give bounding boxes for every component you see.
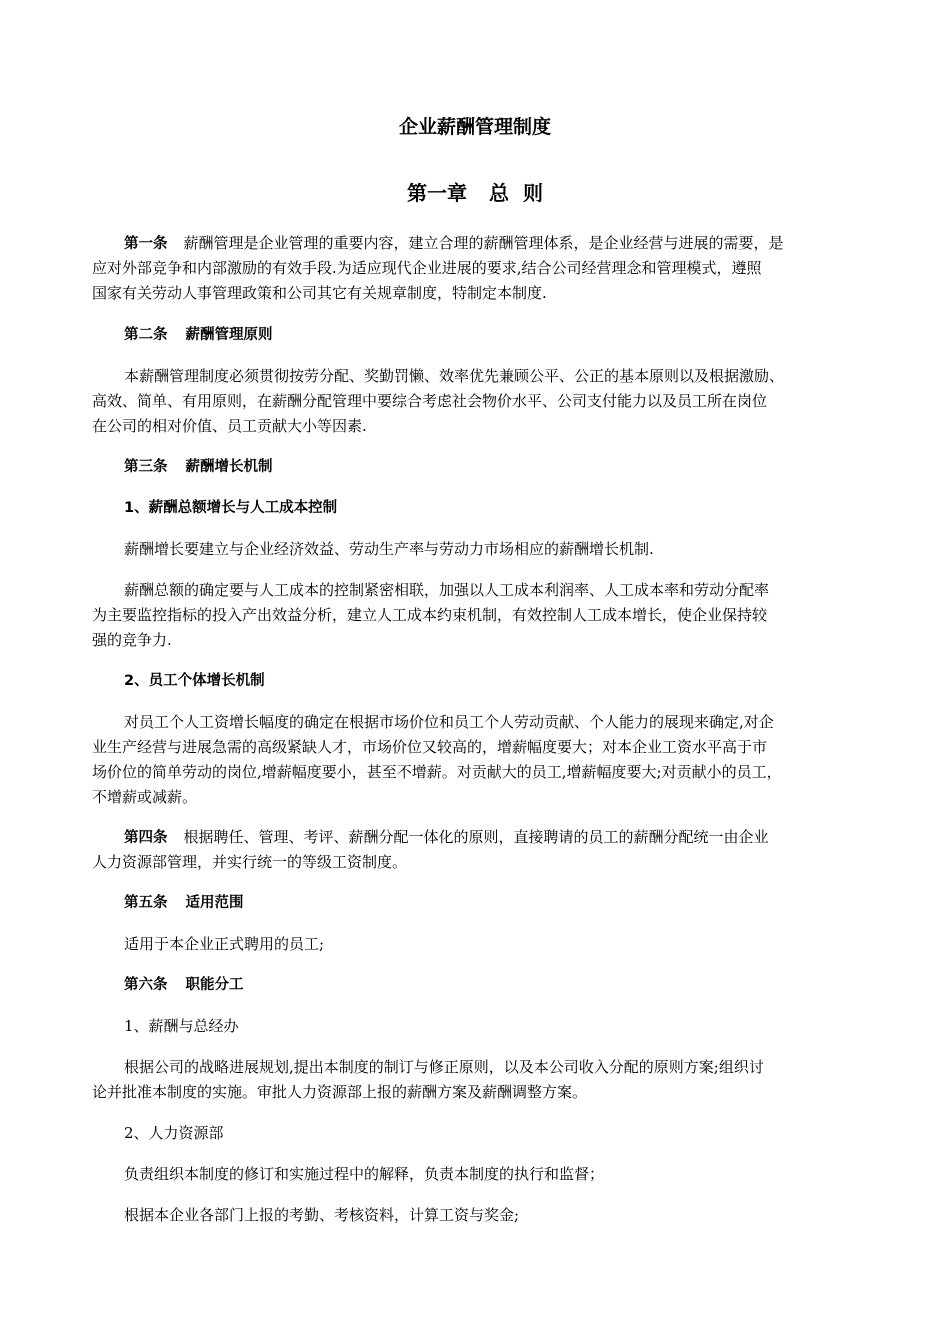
article-1-label: 第一条 bbox=[124, 236, 168, 252]
article-3-line: 业生产经营与进展急需的高级紧缺人才，市场价位又较高的，增薪幅度要大；对本企业工资水平高于市 bbox=[92, 738, 768, 756]
article-2-line: 在公司的相对价值、员工贡献大小等因素. bbox=[92, 417, 367, 435]
article-5-text: 适用于本企业正式聘用的员工; bbox=[124, 935, 325, 953]
article-4-label: 第四条 bbox=[124, 830, 168, 846]
article-6-label: 第六条 bbox=[124, 977, 168, 993]
chapter-name: 总 则 bbox=[489, 181, 543, 205]
article-3-line: 为主要监控指标的投入产出效益分析，建立人工成本约束机制，有效控制人工成本增长，使企业保持较 bbox=[92, 606, 768, 624]
article-3-heading bbox=[124, 455, 273, 480]
article-5-title: 适用范围 bbox=[185, 895, 244, 911]
article-2-body bbox=[92, 364, 862, 439]
article-6-heading bbox=[124, 973, 244, 998]
article-6-sub2-paragraph-1: 负责组织本制度的修订和实施过程中的解释，负责本制度的执行和监督； bbox=[124, 1165, 605, 1183]
article-4-line: 根据聘任、管理、考评、薪酬分配一体化的原则，直接聘请的员工的薪酬分配统一由企业 bbox=[183, 828, 769, 846]
article-3-line: 强的竞争力. bbox=[92, 631, 172, 649]
article-3-sub2-heading: 2、员工个体增长机制 bbox=[124, 673, 265, 689]
article-3-sub2-body bbox=[92, 710, 862, 810]
article-6-sub2-paragraph-2: 根据本企业各部门上报的考勤、考核资料，计算工资与奖金; bbox=[124, 1206, 520, 1224]
article-2-line: 本薪酬管理制度必须贯彻按劳分配、奖勤罚懒、效率优先兼顾公平、公正的基本原则以及根据激励、 bbox=[124, 367, 785, 385]
document-title: 企业薪酬管理制度 bbox=[398, 116, 551, 138]
article-3-label: 第三条 bbox=[124, 459, 168, 475]
article-3-line: 不增薪或减薪。 bbox=[92, 788, 198, 806]
article-5-label: 第五条 bbox=[124, 895, 168, 911]
article-3-line: 对员工个人工资增长幅度的确定在根据市场价位和员工个人劳动贡献、个人能力的展现来确定,对企 bbox=[124, 713, 774, 731]
article-1-line: 薪酬管理是企业管理的重要内容，建立合理的薪酬管理体系，是企业经营与进展的需要，是 bbox=[183, 234, 784, 252]
article-3-sub1-paragraph-2 bbox=[92, 578, 862, 653]
chapter-number: 第一章 bbox=[407, 181, 468, 205]
article-3-line: 薪酬总额的确定要与人工成本的控制紧密相联，加强以人工成本利润率、人工成本率和劳动分配率 bbox=[124, 581, 770, 599]
article-4 bbox=[92, 825, 862, 875]
article-4-line: 人力资源部管理，并实行统一的等级工资制度。 bbox=[92, 853, 408, 871]
article-1-line: 应对外部竞争和内部激励的有效手段.为适应现代企业进展的要求,结合公司经营理念和管理模式，遵照 bbox=[92, 259, 762, 277]
article-1 bbox=[92, 231, 862, 306]
article-1-line: 国家有关劳动人事管理政策和公司其它有关规章制度，特制定本制度. bbox=[92, 284, 547, 302]
article-3-sub1-heading: 1、薪酬总额增长与人工成本控制 bbox=[124, 500, 338, 516]
article-6-sub1-heading: 1、薪酬与总经办 bbox=[124, 1017, 239, 1035]
article-2-line: 高效、简单、有用原则，在薪酬分配管理中要综合考虑社会物价水平、公司支付能力以及员工所在岗位 bbox=[92, 392, 768, 410]
article-6-title: 职能分工 bbox=[185, 977, 244, 993]
article-6-sub2-heading: 2、人力资源部 bbox=[124, 1124, 224, 1142]
article-3-title: 薪酬增长机制 bbox=[185, 459, 273, 475]
article-2-label: 第二条 bbox=[124, 327, 168, 343]
article-6-sub1-body bbox=[92, 1055, 862, 1105]
article-3-line: 场价位的简单劳动的岗位,增薪幅度要小，甚至不增薪。对贡献大的员工,增薪幅度要大;对贡献小的员工， bbox=[92, 763, 782, 781]
chapter-heading bbox=[0, 179, 950, 207]
article-3-sub1-paragraph-1: 薪酬增长要建立与企业经济效益、劳动生产率与劳动力市场相应的薪酬增长机制. bbox=[124, 540, 654, 558]
article-6-line: 根据公司的战略进展规划,提出本制度的制订与修正原则，以及本公司收入分配的原则方案;组织讨 bbox=[124, 1058, 764, 1076]
article-6-line: 论并批准本制度的实施。审批人力资源部上报的薪酬方案及薪酬调整方案。 bbox=[92, 1083, 588, 1101]
article-2-title: 薪酬管理原则 bbox=[185, 327, 273, 343]
article-2-heading bbox=[124, 323, 273, 348]
article-5-heading bbox=[124, 891, 244, 916]
